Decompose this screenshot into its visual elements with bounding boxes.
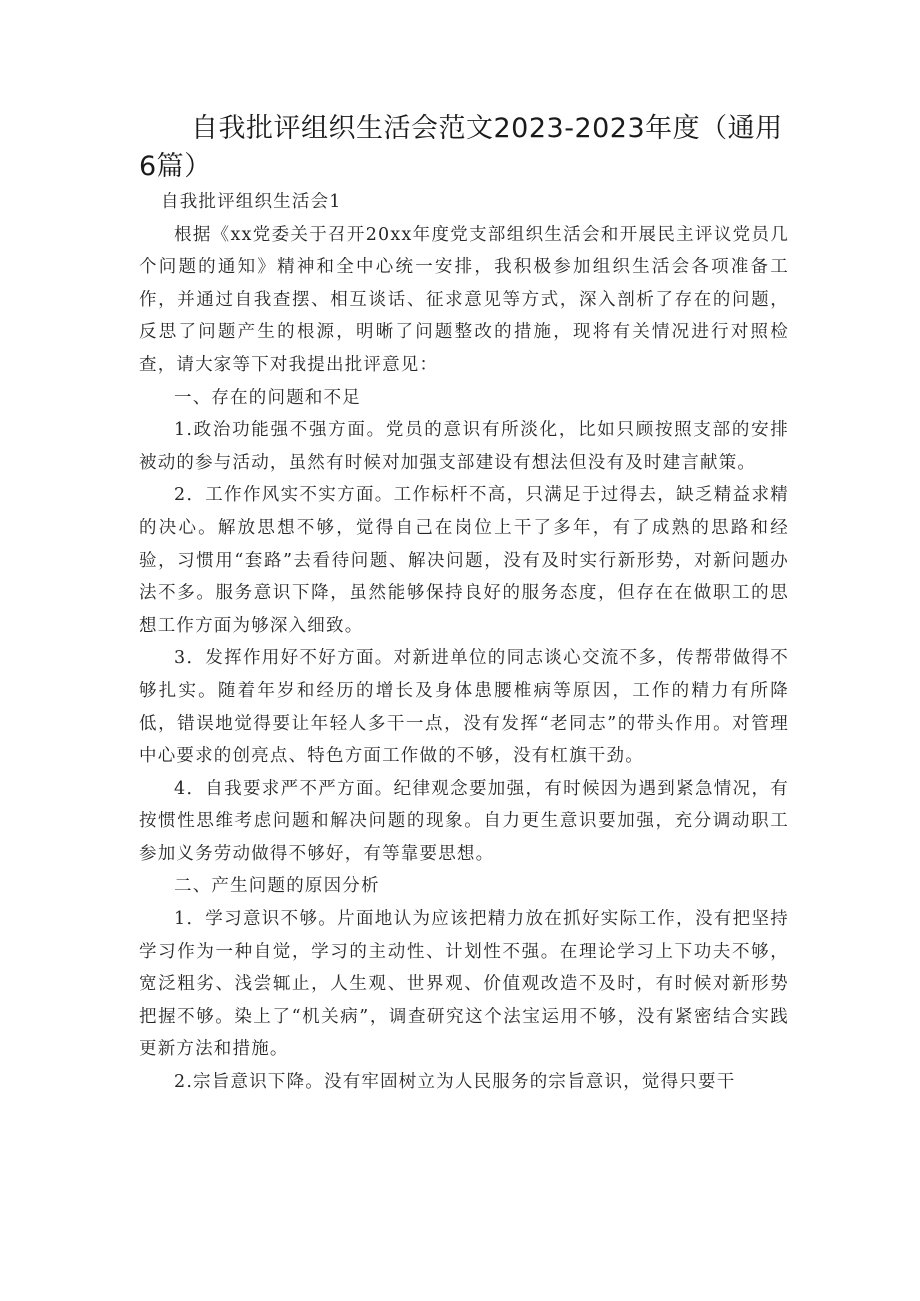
document-subtitle: 自我批评组织生活会1 <box>161 192 342 212</box>
document-body <box>139 186 789 1099</box>
paragraph-cause-2: 2.宗旨意识下降。没有牢固树立为人民服务的宗旨意识，觉得只要干 <box>174 1072 736 1093</box>
document-title: 自我批评组织生活会范文2023-2023年度（通用6篇） <box>139 113 783 182</box>
paragraph-problem-3: 3．发挥作用好不好方面。对新进单位的同志谈心交流不多，传帮带做得不够扎实。随着年岁和经历的增长及身体患腰椎病等原因，工作的精力有所降低，错误地觉得要让年轻人多干一点，没有发挥“老同志”的带头作用。对管理中心要求的创亮点、特色方面工作做的不够，没有杠旗干劲。 <box>139 648 789 767</box>
section-heading-causes: 二、产生问题的原因分析 <box>174 876 380 897</box>
paragraph-cause-1: 1．学习意识不够。片面地认为应该把精力放在抓好实际工作，没有把坚持学习作为一种自觉，学习的主动性、计划性不强。在理论学习上下功夫不够，宽泛粗劣、浅尝辄止，人生观、世界观、价值观改造不及时，有时候对新形势把握不够。染上了“机关病”，调查研究这个法宝运用不够，没有紧密结合实践更新方法和措施。 <box>139 909 789 1060</box>
section-heading-problems: 一、存在的问题和不足 <box>174 387 361 408</box>
paragraph-intro: 根据《xx党委关于召开20xx年度党支部组织生活会和开展民主评议党员几个问题的通知》精神和全中心统一安排，我积极参加组织生活会各项准备工作，并通过自我查摆、相互谈话、征求意见等方式，深入剖析了存在的问题，反思了问题产生的根源，明晰了问题整改的措施，现将有关情况进行对照检查，请大家等下对我提出批评意见： <box>139 224 789 375</box>
paragraph-problem-1: 1.政治功能强不强方面。党员的意识有所淡化，比如只顾按照支部的安排被动的参与活动，虽然有时候对加强支部建设有想法但没有及时建言献策。 <box>139 420 789 473</box>
paragraph-problem-4: 4．自我要求严不严方面。纪律观念要加强，有时候因为遇到紧急情况，有按惯性思维考虑问题和解决问题的现象。自力更生意识要加强，充分调动职工参加义务劳动做得不够好，有等靠要思想。 <box>139 778 789 864</box>
paragraph-problem-2: 2．工作作风实不实方面。工作标杆不高，只满足于过得去，缺乏精益求精的决心。解放思想不够，觉得自己在岗位上干了多年，有了成熟的思路和经验，习惯用“套路”去看待问题、解决问题，没有及时实行新形势，对新问题办法不多。服务意识下降，虽然能够保持良好的服务态度，但存在在做职工的思想工作方面为够深入细致。 <box>139 485 789 636</box>
